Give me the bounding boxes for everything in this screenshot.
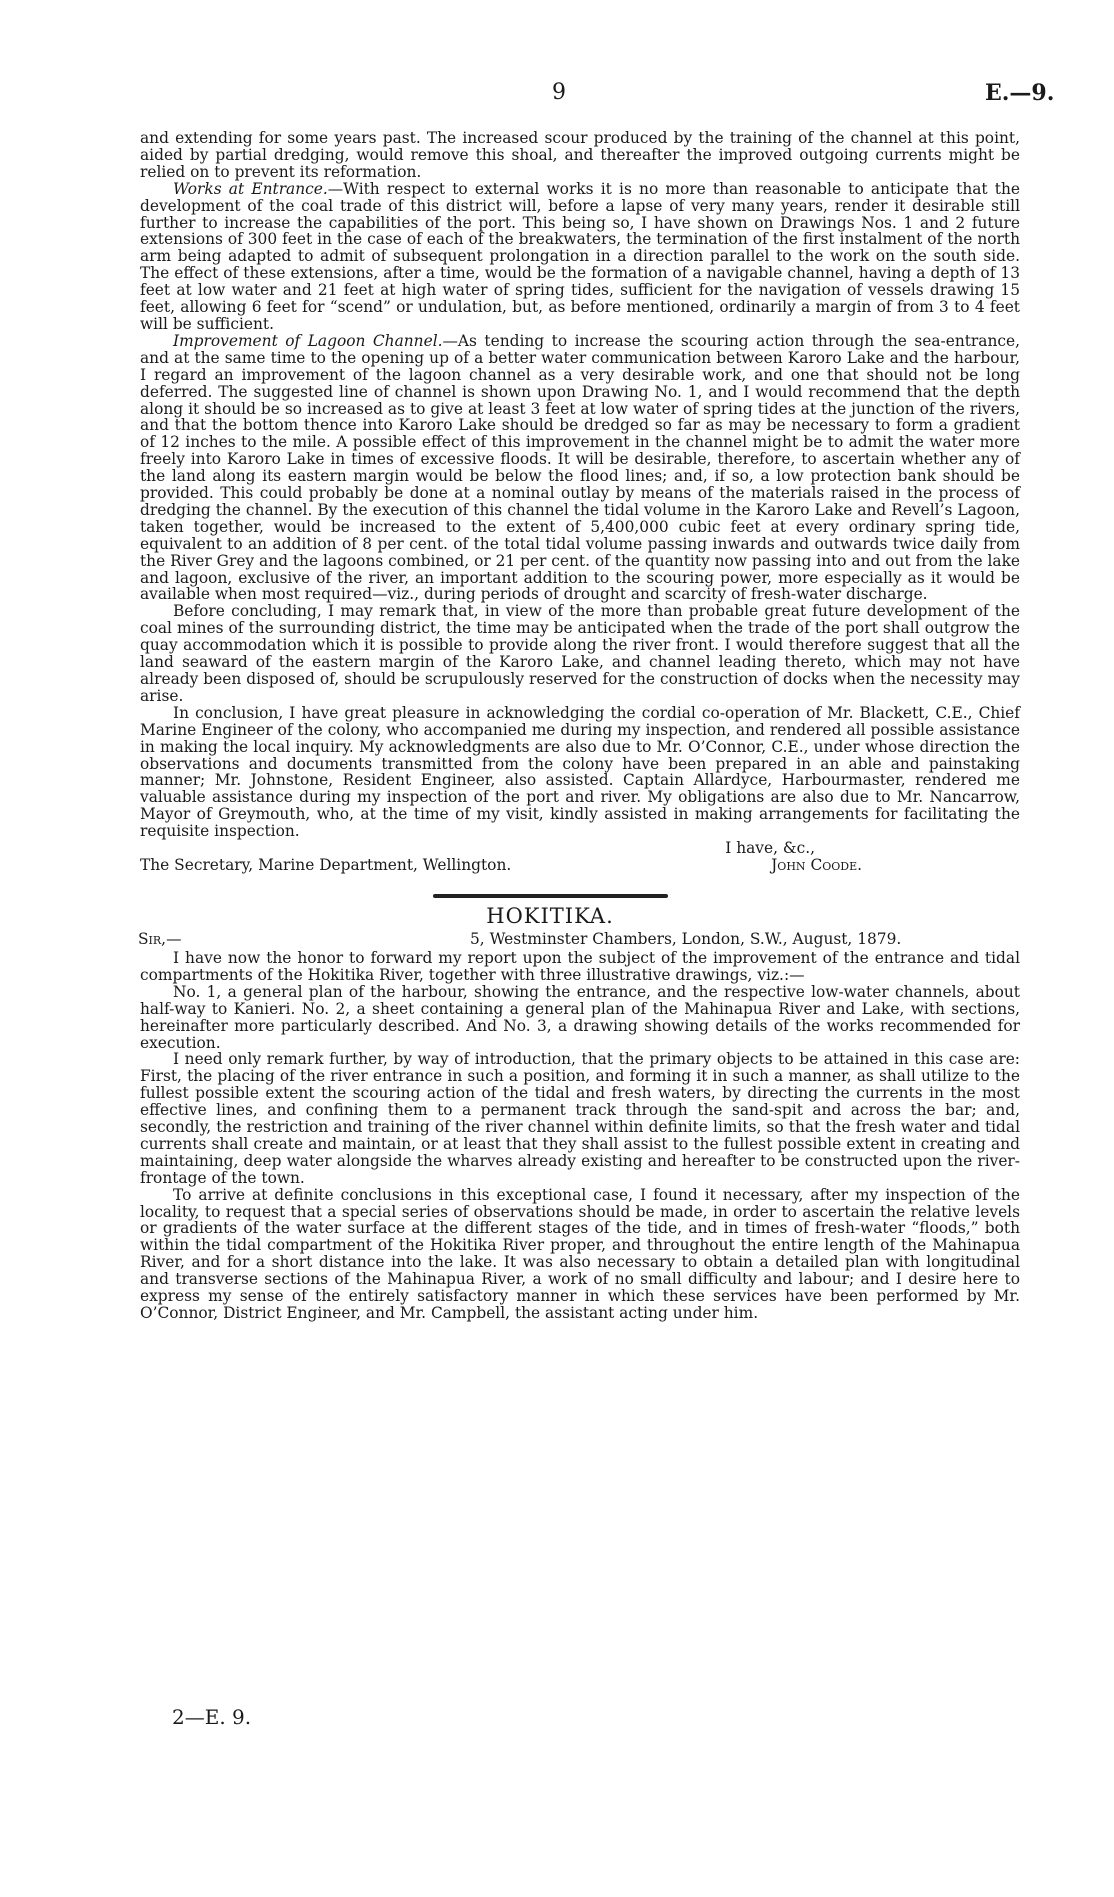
salutation: Sir,— <box>138 929 182 948</box>
subheading: Improvement of Lagoon Channel.— <box>173 331 458 350</box>
paragraph-text: With respect to external works it is no more than reasonable to anticipate that the development of the coal trade of this district will, before a lapse of very many years, render it desirable still further to increase the capabilities of the port. This being so, I have shown on Drawings Nos. 1 and 2 future extensions of 300 feet in the case of each of the breakwaters, the termination of the first instalment of the north arm being adapted to admit of subsequent prolongation in a direction parallel to the work on the south side. The effect of these extensions, after a time, would be the formation of a navigable channel, having a depth of 13 feet at low water and 21 feet at high water of spring tides, sufficient for the navigation of vessels drawing 15 feet, allowing 6 feet for “scend” or undulation, but, as before mentioned, ordinarily a margin of from 3 to 4 feet will be sufficient. <box>140 179 1020 333</box>
paragraph <box>140 181 1020 333</box>
section-title: HOKITIKA. <box>486 904 614 929</box>
paragraph: Before concluding, I may remark that, in view of the more than probable great future development of the coal mines of the surrounding district, the time may be anticipated when the trade of the port shall outgrow the quay accommodation which it is possible to provide along the river front. I would therefore suggest that all the land seaward of the eastern margin of the Karoro Lake, and channel leading thereto, which may not have already been disposed of, should be scrupulously reserved for the construction of docks when the necessity may arise. <box>140 602 1020 705</box>
paragraph: I need only remark further, by way of introduction, that the primary objects to be attained in this case are: First, the placing of the river entrance in such a position, and forming it in such a manner, as shall utilize to the fullest possible extent the scouring action of the tidal and fresh waters, by directing the currents in the most effective lines, and confining them to a permanent track through the sand-spit and across the bar; and, secondly, the restriction and training of the river channel within definite limits, so that the fresh water and tidal currents shall create and maintain, or at least that they shall assist to the fullest possible extent in creating and maintaining, deep water alongside the wharves already existing and hereafter to be constructed upon the river-frontage of the town. <box>140 1050 1020 1187</box>
body-text <box>140 130 1020 1322</box>
subheading: Works at Entrance.— <box>173 179 344 198</box>
section-divider <box>433 894 668 898</box>
salutation-row <box>140 931 1020 949</box>
address-date: 5, Westminster Chambers, London, S.W., August, 1879. <box>470 929 902 948</box>
paragraph: I have now the honor to forward my report upon the subject of the improvement of the entrance and tidal compartments of the Hokitika River, together with three illustrative drawings, viz.:— <box>140 948 1020 984</box>
page-number: 9 <box>552 80 566 105</box>
paragraph-text: As tending to increase the scouring action through the sea-entrance, and at the same time to the opening up of a better water communication between Karoro Lake and the harbour, I regard an improvement of the lagoon channel as a very desirable work, and one that should not be long deferred. The suggested line of channel is shown upon Drawing No. 1, and I would recommend that the depth along it should be so increased as to give at least 3 feet at low water of spring tides at the junction of the rivers, and that the bottom thence into Karoro Lake should be dredged so far as may be necessary to form a gradient of 12 inches to the mile. A possible effect of this improvement in the channel might be to admit the water more freely into Karoro Lake in times of excessive floods. It will be desirable, therefore, to ascertain whether any of the land along its eastern margin would be below the flood lines; and, if so, a low protection bank should be provided. This could probably be done at a nominal outlay by means of the materials raised in the process of dredging the channel. By the execution of this channel the tidal volume in the Karoro Lake and Revell’s Lagoon, taken together, would be increased to the extent of 5,400,000 cubic feet at every ordinary spring tide, equivalent to an addition of 8 per cent. of the total tidal volume passing inwards and outwards twice daily from the River Grey and the lagoons combined, or 21 per cent. of the quantity now passing into and out from the lake and lagoon, exclusive of the river, an important addition to the scouring power, more especially as it would be available when most required—viz., during periods of drought and scarcity of fresh-water discharge. <box>140 331 1020 604</box>
paragraph: and extending for some years past. The increased scour produced by the training of the channel at this point, aided by partial dredging, would remove this shoal, and thereafter the improved outgoing currents might be relied on to prevent its reformation. <box>140 129 1020 181</box>
printer-signature-mark: 2—E. 9. <box>172 1705 252 1729</box>
paragraph: To arrive at definite conclusions in this exceptional case, I found it necessary, after my inspection of the locality, to request that a special series of observations should be made, in order to ascertain the relative levels or gradients of the water surface at the different stages of the tide, and in times of fresh-water “floods,” both within the tidal compartment of the Hokitika River proper, and throughout the entire length of the Mahinapua River, and for a short distance into the lake. It was also necessary to obtain a detailed plan with longitudinal and transverse sections of the Mahinapua River, a work of no small difficulty and labour; and I desire here to express my sense of the entirely satisfactory manner in which these services have been performed by Mr. O’Connor, District Engineer, and Mr. Campbell, the assistant acting under him. <box>140 1185 1020 1322</box>
document-reference: E.—9. <box>985 80 1055 106</box>
signature-row <box>140 857 1020 874</box>
paragraph <box>140 333 1020 604</box>
addressee: The Secretary, Marine Department, Wellington. <box>140 856 512 875</box>
paragraph: No. 1, a general plan of the harbour, showing the entrance, and the respective low-water channels, about half-way to Kanieri. No. 2, a sheet containing a general plan of the Mahinapua River and Lake, with sections, hereinafter more particularly described. And No. 3, a drawing showing details of the works recommended for execution. <box>140 982 1020 1052</box>
closing-phrase: I have, &c., <box>725 839 815 858</box>
paragraph: In conclusion, I have great pleasure in acknowledging the cordial co-operation of Mr. Blackett, C.E., Chief Marine Engineer of the colony, who accompanied me during my inspection, and rendered all possible assistance in making the local inquiry. My acknowledgments are also due to Mr. O’Connor, C.E., under whose direction the observations and documents transmitted from the colony have been prepared in an able and painstaking manner; Mr. Johnstone, Resident Engineer, also assisted. Captain Allardyce, Harbourmaster, rendered me valuable assistance during my inspection of the port and river. My obligations are also due to Mr. Nancarrow, Mayor of Greymouth, who, at the time of my visit, kindly assisted in making arrangements for facilitating the requisite inspection. <box>140 703 1020 841</box>
signature: John Coode. <box>771 856 862 875</box>
closing-row <box>140 840 1020 857</box>
